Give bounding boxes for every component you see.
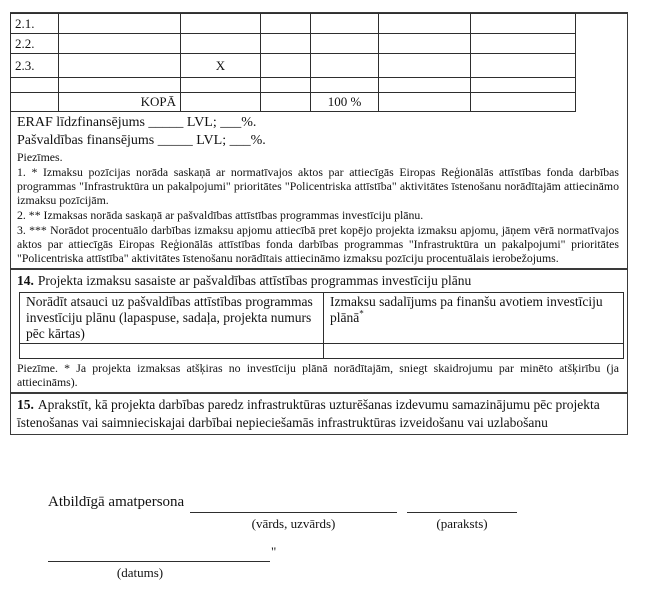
table-cell <box>11 78 59 93</box>
name-caption: (vārds, uzvārds) <box>251 516 336 531</box>
table-row <box>11 54 576 78</box>
table-cell <box>471 54 576 78</box>
table-cell <box>311 34 379 54</box>
table-cell <box>59 78 181 93</box>
eraf-cofinancing-line: ERAF līdzfinansējums _____ LVL; ___%. <box>17 115 257 130</box>
table-cell <box>311 54 379 78</box>
table-cell <box>379 78 471 93</box>
row-number-cell: 2.1. <box>11 14 59 34</box>
signature-caption: (paraksts) <box>436 516 488 531</box>
cost-breakdown-table <box>10 13 576 112</box>
reference-column-header: Norādīt atsauci uz pašvaldības attīstības programmas investīciju plānu (lapaspuse, sadaļa, projekta numurs pēc kārtas) <box>20 293 324 344</box>
section-15-text: Aprakstīt, kā projekta darbības paredz infrastruktūras uzturēšanas izdevumu samazinājumu pēc projekta īstenošanas vai saimnieciskajai darbībai nepieciešamās infrastruktūras izveidošanu vai uzlabošanu <box>17 397 600 430</box>
table-row <box>20 344 624 359</box>
table-cell <box>379 34 471 54</box>
note-2: 2. ** Izmaksas norāda saskaņā ar pašvaldības attīstības programmas investīciju plānu. <box>17 208 424 222</box>
row-number-cell: 2.2. <box>11 34 59 54</box>
table-cell <box>181 34 261 54</box>
table-cell <box>11 93 59 112</box>
table-cell <box>20 344 324 359</box>
total-row <box>11 93 576 112</box>
table-cell <box>261 93 311 112</box>
document-outer-box <box>10 12 628 435</box>
date-fill-line <box>48 561 270 562</box>
section-15-number: 15. <box>17 397 34 412</box>
table-cell <box>181 78 261 93</box>
responsible-official-label: Atbildīgā amatpersona <box>48 494 185 510</box>
section-15 <box>11 392 627 434</box>
table-cell <box>471 78 576 93</box>
table-cell <box>181 14 261 34</box>
table-cell <box>59 14 181 34</box>
date-caption: (datums) <box>116 565 164 580</box>
table-cell <box>379 93 471 112</box>
total-percent-cell: 100 % <box>311 93 379 112</box>
table-cell <box>59 34 181 54</box>
notes-heading: Piezīmes. <box>17 150 63 164</box>
section-14-note: Piezīme. * Ja projekta izmaksas atšķiras no investīciju plānā norādītajām, sniegt skaidrojumu par minēto atšķirību (ja attiecināms). <box>17 361 619 389</box>
table-cell <box>261 54 311 78</box>
cost-split-header-text: Izmaksu sadalījums pa finanšu avotiem investīciju plānā <box>330 294 603 325</box>
note-1: 1. * Izmaksu pozīcijas norāda saskaņā ar normatīvajos aktos par attiecīgās Eiropas Reģionālās attīstības fonda darbības programmas "Infrastruktūra un pakalpojumi" prioritātes "Policentriska attīstība" aktivitātes īstenošanu norādītajām attiecināmo izmaksu pozīcijām. <box>17 165 619 207</box>
footnote-asterisk: * <box>359 308 364 319</box>
table-cell <box>181 93 261 112</box>
investment-plan-link-table <box>19 292 624 359</box>
table-cell <box>471 14 576 34</box>
row-number-cell: 2.3. <box>11 54 59 78</box>
section-14-number: 14. <box>17 273 34 288</box>
table-cell <box>261 14 311 34</box>
table-cell <box>471 34 576 54</box>
quote-mark: " <box>271 544 277 559</box>
table-cell <box>59 54 181 78</box>
name-fill-line <box>190 512 397 513</box>
municipal-financing-line: Pašvaldības finansējums _____ LVL; ___%. <box>17 132 266 148</box>
signature-fill-line <box>407 512 517 513</box>
table-cell <box>471 93 576 112</box>
note-3: 3. *** Norādot procentuālo darbības izmaksu apjomu attiecībā pret kopējo projekta izmaksu apjomu, jāņem vērā normatīvajos aktos par attiecīgās Eiropas Reģionālās attīstības fonda darbības programmas "Infrastruktūra un pakalpojumi" prioritātes "Policentriska attīstība" aktivitātes īstenošanu norādītais attiecināmo izmaksu pozīciju procentuālais ierobežojums. <box>17 223 619 265</box>
financing-lines <box>11 112 627 149</box>
table-cell <box>324 344 624 359</box>
section-14 <box>11 268 627 392</box>
total-label-cell: KOPĀ <box>59 93 181 112</box>
table-row <box>11 14 576 34</box>
table-cell <box>261 34 311 54</box>
table-header-row <box>20 293 624 344</box>
x-mark-cell: X <box>181 54 261 78</box>
section-14-title <box>17 271 621 291</box>
cost-split-column-header <box>324 293 624 344</box>
table-cell <box>311 14 379 34</box>
table-row <box>11 78 576 93</box>
table-cell <box>261 78 311 93</box>
table-cell <box>379 54 471 78</box>
table-cell <box>379 14 471 34</box>
table-row <box>11 34 576 54</box>
notes-block <box>11 149 627 268</box>
table-cell <box>311 78 379 93</box>
section-14-title-text: Projekta izmaksu sasaiste ar pašvaldības attīstības programmas investīciju plānu <box>37 273 472 288</box>
